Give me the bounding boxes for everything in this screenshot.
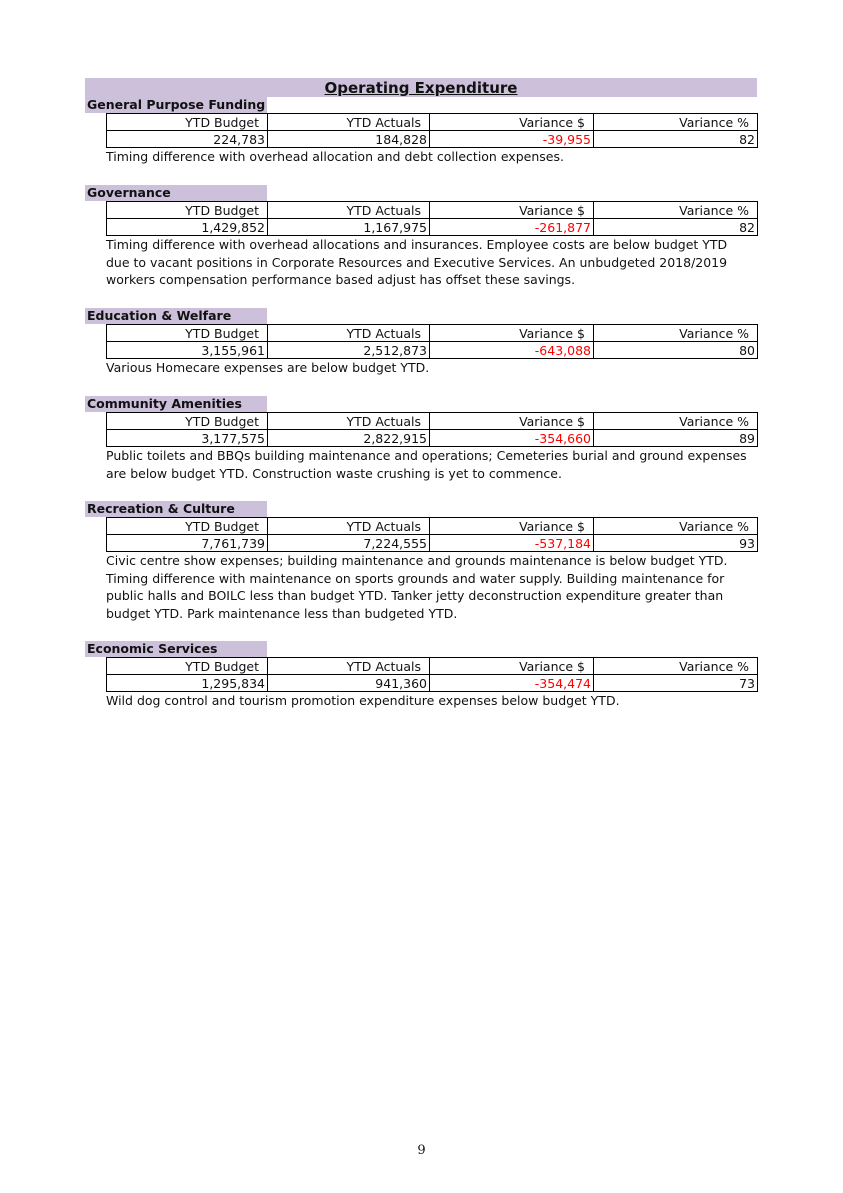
header-variance-dollar: Variance $ [430,325,594,342]
section-community-amenities [85,396,757,482]
header-row [107,202,758,219]
figures-table [106,113,758,148]
header-actuals: YTD Actuals [268,202,430,219]
section-heading: General Purpose Funding [87,97,266,112]
header-actuals: YTD Actuals [268,658,430,675]
section-heading: Governance [85,185,267,201]
section-comment: Civic centre show expenses; building maintenance and grounds maintenance is below budget YTD. Timing difference with maintenance on sports grounds and water supply. Building maintenance for public halls and BOILC less than budget YTD. Tanker jetty deconstruction expenditure greater than budget YTD. Park maintenance less than budgeted YTD. [106,553,728,621]
value-row [107,219,758,236]
actuals-value: 2,512,873 [268,342,430,359]
variance-pct-value: 73 [594,675,758,692]
budget-value: 1,295,834 [107,675,268,692]
variance-dollar-value: -537,184 [430,535,594,552]
header-actuals: YTD Actuals [268,325,430,342]
variance-pct-value: 82 [594,219,758,236]
variance-pct-value: 80 [594,342,758,359]
header-budget: YTD Budget [107,202,268,219]
header-variance-pct: Variance % [594,658,758,675]
value-row [107,342,758,359]
value-row [107,535,758,552]
header-variance-pct: Variance % [594,325,758,342]
budget-value: 7,761,739 [107,535,268,552]
actuals-value: 2,822,915 [268,430,430,447]
header-budget: YTD Budget [107,413,268,430]
header-actuals: YTD Actuals [268,413,430,430]
header-actuals: YTD Actuals [268,518,430,535]
header-row [107,325,758,342]
section-recreation-culture [85,501,757,622]
budget-value: 3,177,575 [107,430,268,447]
section-comment: Timing difference with overhead allocations and insurances. Employee costs are below budget YTD due to vacant positions in Corporate Resources and Executive Services. An unbudgeted 2018/2019 workers compensation performance based adjust has offset these savings. [106,237,728,287]
header-variance-dollar: Variance $ [430,114,594,131]
header-variance-dollar: Variance $ [430,202,594,219]
variance-dollar-value: -643,088 [430,342,594,359]
variance-dollar-value: -354,474 [430,675,594,692]
section-general-purpose-funding [85,97,757,166]
variance-dollar-value: -261,877 [430,219,594,236]
figures-table [106,517,758,552]
section-comment: Timing difference with overhead allocation and debt collection expenses. [106,149,564,164]
header-actuals: YTD Actuals [268,114,430,131]
section-heading: Recreation & Culture [85,501,267,517]
variance-pct-value: 82 [594,131,758,148]
header-variance-pct: Variance % [594,202,758,219]
header-budget: YTD Budget [107,518,268,535]
page-title: Operating Expenditure [324,79,518,97]
actuals-value: 941,360 [268,675,430,692]
header-budget: YTD Budget [107,658,268,675]
actuals-value: 1,167,975 [268,219,430,236]
budget-value: 224,783 [107,131,268,148]
header-row [107,413,758,430]
figures-table [106,324,758,359]
section-education-welfare [85,308,757,377]
page-number: 9 [417,1143,426,1158]
actuals-value: 184,828 [268,131,430,148]
section-economic-services [85,641,757,710]
header-budget: YTD Budget [107,114,268,131]
value-row [107,430,758,447]
header-variance-pct: Variance % [594,518,758,535]
header-row [107,658,758,675]
header-variance-dollar: Variance $ [430,413,594,430]
section-comment: Various Homecare expenses are below budget YTD. [106,360,430,375]
section-heading: Economic Services [85,641,267,657]
actuals-value: 7,224,555 [268,535,430,552]
budget-value: 3,155,961 [107,342,268,359]
section-heading: Education & Welfare [85,308,267,324]
figures-table [106,657,758,692]
section-comment: Wild dog control and tourism promotion expenditure expenses below budget YTD. [106,693,620,708]
section-governance [85,185,757,289]
header-variance-dollar: Variance $ [430,658,594,675]
header-row [107,518,758,535]
header-budget: YTD Budget [107,325,268,342]
title-bar [85,78,757,97]
header-variance-pct: Variance % [594,114,758,131]
value-row [107,675,758,692]
variance-dollar-value: -39,955 [430,131,594,148]
header-variance-pct: Variance % [594,413,758,430]
figures-table [106,412,758,447]
variance-pct-value: 93 [594,535,758,552]
header-variance-dollar: Variance $ [430,518,594,535]
section-heading: Community Amenities [85,396,267,412]
header-row [107,114,758,131]
section-comment: Public toilets and BBQs building maintenance and operations; Cemeteries burial and ground expenses are below budget YTD. Construction waste crushing is yet to commence. [106,448,747,481]
variance-pct-value: 89 [594,430,758,447]
value-row [107,131,758,148]
figures-table [106,201,758,236]
variance-dollar-value: -354,660 [430,430,594,447]
budget-value: 1,429,852 [107,219,268,236]
